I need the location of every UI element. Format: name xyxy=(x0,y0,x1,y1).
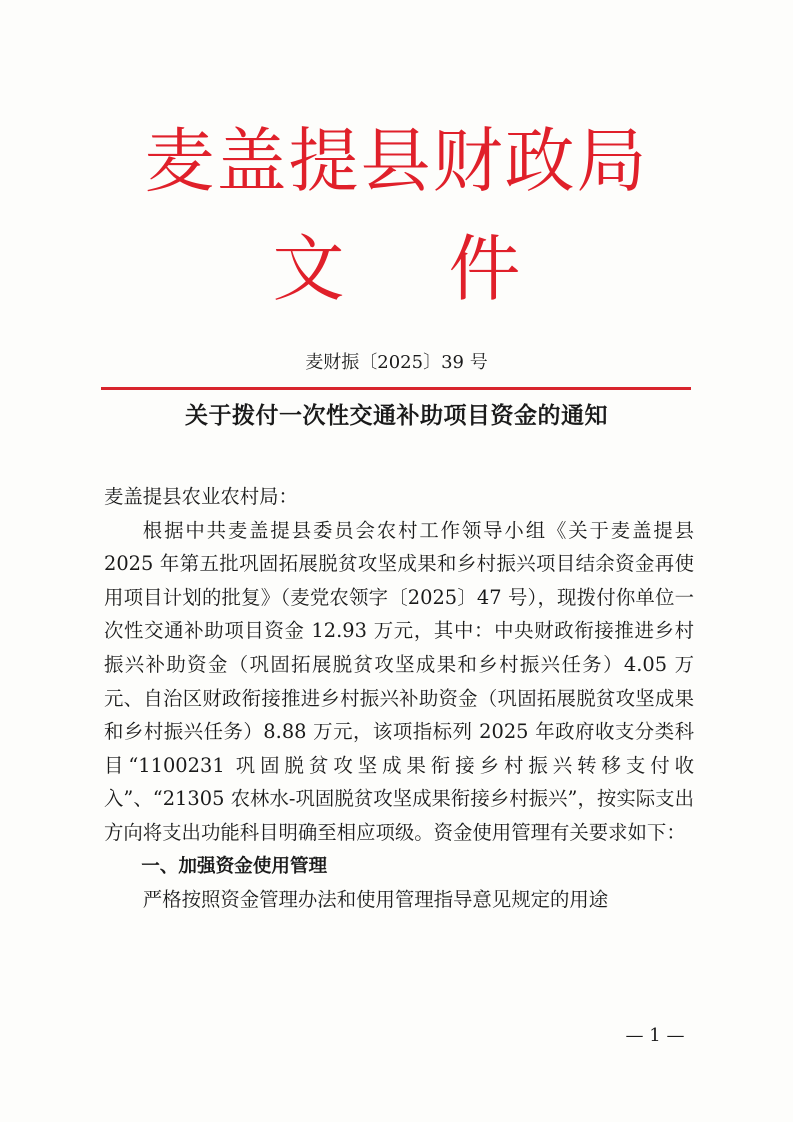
addressee: 麦盖提县农业农村局： xyxy=(104,485,298,508)
paragraph-2: 严格按照资金管理办法和使用管理指导意见规定的用途 xyxy=(142,888,609,912)
document-title: 关于拨付一次性交通补助项目资金的通知 xyxy=(185,402,608,429)
page-number: — 1 — xyxy=(625,1025,685,1046)
document-number: 麦财振〔2025〕39 号 xyxy=(305,352,488,373)
section-heading-1: 一、加强资金使用管理 xyxy=(141,855,328,877)
masthead-subtitle: 文件 xyxy=(272,227,625,311)
red-divider-line xyxy=(101,387,691,390)
paragraph-1: 根据中共麦盖提县委员会农村工作领导小组《关于麦盖提县 2025 年第五批巩固拓展脱贫攻坚成果和乡村振兴项目结余资金再使用项目计划的批复》（麦党农领字〔2025〕47 号），现拨付你单位一次性交通补助项目资金 12.93 万元，其中：中央财政衔接推进乡村振兴补助资金（巩固拓展脱贫攻坚成果和乡村振兴任务）4.05 万元、自治区财政衔接推进乡村振兴补助资金（巩固拓展脱贫攻坚成果和乡村振兴任务）8.88 万元，该项指标列 2025 年政府收支分类科目“1100231 巩固脱贫攻坚成果衔接乡村振兴转移支付收入”、“21305 农林水-巩固脱贫攻坚成果衔接乡村振兴”，按实际支出方向将支出功能科目明确至相应项级。资金使用管理有关要求如下： xyxy=(104,518,694,844)
masthead-title: 麦盖提县财政局 xyxy=(144,120,649,202)
document-body xyxy=(104,480,694,917)
